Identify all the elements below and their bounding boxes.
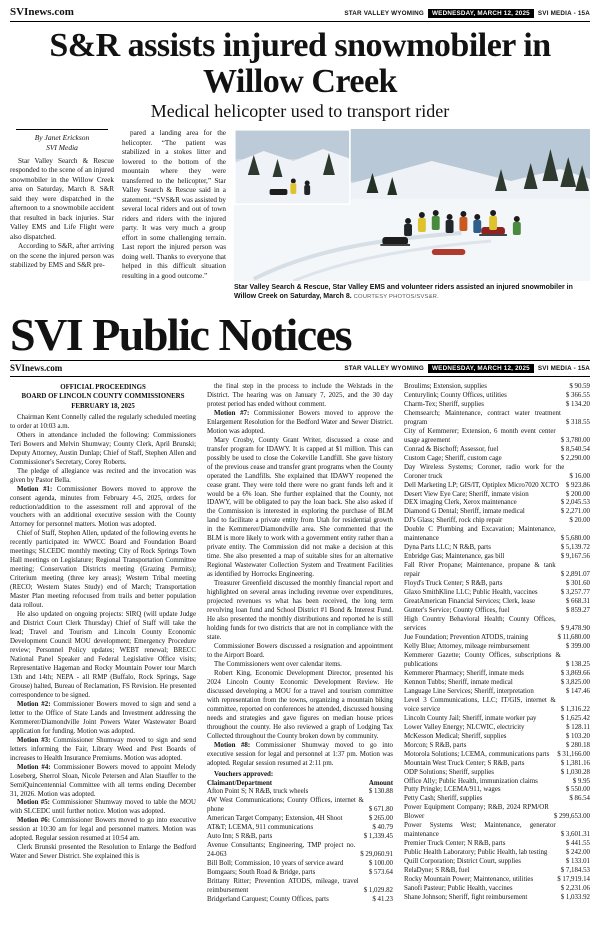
voucher-amount: $ 16.00 (569, 472, 590, 480)
voucher-amount: $ 3,601.31 (560, 831, 590, 839)
voucher-amount: $ 40.79 (372, 824, 393, 832)
voucher-row (404, 724, 590, 733)
voucher-row (404, 392, 590, 401)
voucher-claimant: GreatAmerican Financial Services; Clerk, lease (404, 598, 536, 606)
voucher-claimant: Office Ally; Public Health, immunization claims (404, 777, 538, 785)
notices-dateline (344, 364, 590, 373)
voucher-amount: $ 5,139.72 (560, 544, 590, 552)
voucher-amount: $ 299,653.00 (553, 813, 590, 821)
voucher-row (404, 733, 590, 742)
notice-paragraph (10, 799, 196, 817)
notice-text: Commissioner Shumway moved to go into executive session for legal and personnel at 1:37 pm. Motion was adopted. Regular session resumed at 2:11 pm. (207, 741, 394, 767)
voucher-row (404, 401, 590, 410)
voucher-row (404, 383, 590, 392)
voucher-amount: $ 1,033.92 (560, 894, 590, 902)
voucher-amount: $ 859.27 (565, 607, 590, 615)
notice-paragraph (10, 414, 196, 432)
voucher-row (207, 896, 393, 905)
notices-header-sub: BOARD OF LINCOLN COUNTY COMMISSIONERS (21, 393, 185, 401)
voucher-row (404, 607, 590, 616)
voucher-amount: $ 265.00 (368, 815, 393, 823)
motion-label: Motion #2: (17, 700, 51, 708)
voucher-claimant: Gunter's Service; County Offices, fuel (404, 607, 510, 615)
motion-label: Motion #6: (17, 817, 50, 825)
notice-text: Clerk Brunski presented the Resolution to Enlarge the Bedford Water and Sewer District. She explained this is (10, 844, 196, 861)
voucher-claimant: Custom Cage; Sheriff, custom cage (404, 454, 502, 462)
voucher-amount: $ 20.00 (569, 517, 590, 525)
voucher-claimant: 4W West Communications; County Offices, internet & phone (207, 797, 364, 814)
voucher-amount: $ 5,680.00 (560, 535, 590, 543)
notice-text: Commissioner Shumway moved to sign and send letters informing the Fair, Library Weed and Pest Boards of increases to Health Insurance Premiums. Motion was adopted. (10, 736, 197, 762)
voucher-row (404, 840, 590, 849)
voucher-claimant: Broulims; Extension, supplies (404, 382, 487, 390)
notice-paragraph (207, 580, 393, 643)
voucher-row (404, 598, 590, 607)
voucher-row (207, 869, 393, 878)
notices-column-1 (10, 383, 196, 927)
voucher-claimant: Putty Pringle; LCEMA/911, wages (404, 786, 501, 794)
voucher-amount: $ 147.46 (565, 687, 590, 695)
vouchers-label: Vouchers approved: (214, 770, 274, 778)
voucher-claimant: McKesson Medical; Sheriff, supplies (404, 732, 507, 740)
voucher-row (404, 894, 590, 903)
notice-paragraph (207, 661, 393, 670)
article-body (10, 129, 590, 302)
voucher-amount: $ 41.23 (372, 896, 393, 904)
notices-header-title: OFFICIAL PROCEEDINGS (60, 383, 146, 391)
voucher-row (404, 544, 590, 553)
voucher-claimant: Morcon; S R&B, parts (404, 741, 467, 749)
notice-text: He also updated on ongoing projects: SIRQ (will update Judge and District Court Clerk Thursday) Chief of Staff will take the lead; Travel and Tourism and Lincoln County Economic Development Council MOU development; Emergency Procedure review; Personnel Policy updates; WEBT renewal; BRECC National Panel Speaker and Federal Legislative Office visits; Representative Hageman and Rocky Mountain Power tour March 13th and 14th; NEPA - all RMP (Buffalo, Rock Springs, Sage Grouse) halted, Bureau of Reclamation, FS Revision. He presented correspondence to be signed. (10, 611, 196, 699)
voucher-row (404, 616, 590, 634)
dateline-location: STAR VALLEY WYOMING (344, 10, 425, 17)
notice-paragraph (10, 468, 196, 486)
notices-column-3 (404, 383, 590, 927)
photo-caption (234, 284, 590, 302)
notice-paragraph (10, 737, 196, 764)
voucher-amount: $ 399.00 (565, 642, 590, 650)
voucher-row (404, 778, 590, 787)
byline-author: By Janet Erickson (34, 133, 90, 143)
voucher-amount: $ 3,257.77 (560, 589, 590, 597)
voucher-amount: $ 86.54 (569, 795, 590, 803)
notice-text: the final step in the process to include the Welstads in the District. The hearing was on January 7, 2025, and the 30 day protest period has ended without comment. (207, 382, 393, 408)
voucher-claimant: Conrad & Bischoff; Assessor, fuel (404, 445, 499, 453)
voucher-row (404, 464, 590, 482)
article-headline: S&R assists injured snowmobiler in Willow Creek (49, 27, 551, 100)
voucher-claimant: Charm-Tex; Sheriff, supplies (404, 400, 484, 408)
notice-text: Commissioner Bowers moved to sign and send a letter to the Office of State Lands and Investment addressing the Kemmerer/Diamondville Joint Powers Water Wastewater Board application for funding. Motion was adopted. (10, 700, 196, 735)
vouchers-header-amount: Amount (368, 779, 393, 787)
byline-org: SVI Media (46, 143, 78, 153)
voucher-amount: $ 11,680.00 (557, 634, 590, 641)
photo-caption-text: Star Valley Search & Rescue, Star Valley EMS and volunteer riders assisted an injured snowmobiler in Willow Creek on Saturday, March 8. (234, 284, 573, 301)
voucher-claimant: Jue Foundation; Prevention ATODS, training (404, 634, 529, 641)
voucher-claimant: Lincoln County Jail; Sheriff, inmate worker pay (404, 714, 537, 722)
voucher-amount: $ 3,869.66 (560, 669, 590, 677)
notices-dateline-edition: SVI MEDIA - 15A (537, 364, 590, 372)
notices-dateline-location: STAR VALLEY WYOMING (344, 364, 425, 372)
voucher-row (207, 824, 393, 833)
voucher-claimant: Day Wireless Systems; Coroner, radio work for the Coroner truck (404, 463, 565, 480)
voucher-amount: $ 2,290.00 (560, 454, 590, 462)
photo-column (234, 129, 590, 302)
voucher-amount: $ 133.01 (565, 858, 590, 866)
voucher-row (404, 491, 590, 500)
article-text-col1 (10, 157, 114, 271)
notice-text: The pledge of allegiance was recited and the invocation was given by Pastor Bella. (10, 467, 196, 484)
article-column-1 (10, 129, 114, 302)
voucher-row (404, 804, 590, 822)
voucher-row (404, 760, 590, 769)
voucher-row (404, 876, 590, 885)
notice-paragraph (207, 742, 393, 769)
notices-header-date: FEBRUARY 18, 2025 (71, 402, 135, 410)
voucher-row (404, 455, 590, 464)
voucher-amount: $ 1,625.42 (560, 714, 590, 722)
notice-paragraph (10, 432, 196, 468)
notice-paragraph (207, 383, 393, 410)
voucher-amount: $ 573.64 (368, 869, 393, 877)
notice-text: Commissioner Bowers moved to approve the Enlargement Resolution for the Bedford Water and Sewer District. Motion was adopted. (207, 409, 393, 435)
voucher-amount: $ 2,231.06 (560, 885, 590, 893)
voucher-row (404, 670, 590, 679)
voucher-amount: $ 200.00 (565, 490, 590, 498)
voucher-row (404, 553, 590, 562)
voucher-amount: $ 301.60 (565, 580, 590, 588)
notice-paragraph (10, 817, 196, 844)
notice-text: The Commissioners went over calendar items. (214, 660, 342, 668)
notices-text-col1 (10, 414, 196, 862)
voucher-claimant: High Country Behavioral Health; County Offices, services (404, 616, 556, 633)
voucher-amount: $ 923.86 (565, 481, 590, 489)
voucher-claimant: DJ's Glass; Sheriff, rock chip repair (404, 517, 503, 525)
voucher-row (404, 688, 590, 697)
vouchers-header (207, 780, 393, 789)
notice-text: Chairman Kent Connelly called the regularly scheduled meeting to order at 10:03 a.m. (10, 413, 196, 430)
voucher-claimant: Language Line Services; Sheriff, interpretation (404, 687, 534, 695)
voucher-claimant: Power Systems West; Maintenance, generator maintenance (404, 822, 556, 839)
voucher-amount: $ 134.20 (565, 400, 590, 408)
voucher-amount: $ 17,919.14 (557, 876, 590, 884)
notice-text: Commissioner Bowers moved to approve the consent agenda, minutes from February 4-5, 2025, orders for reduction/addition to the assessment roll and approval of the vouchers with an additional executive session with the County Attorney for personnel matters. Motion was adopted. (10, 485, 196, 529)
voucher-row (404, 822, 590, 840)
voucher-claimant: Level 3 Communications, LLC; IT/GIS, internet & voice service (404, 696, 556, 713)
voucher-amount: $ 9,478.90 (560, 625, 590, 633)
dateline-edition: SVI MEDIA - 15A (537, 10, 590, 17)
voucher-claimant: Chemsearch; Maintenance, contract water treatment program (404, 409, 561, 426)
notices-title: SVI Public Notices (10, 308, 351, 360)
voucher-amount: $ 280.18 (565, 741, 590, 749)
voucher-amount: $ 366.55 (565, 391, 590, 399)
voucher-row (404, 446, 590, 455)
voucher-row (404, 715, 590, 724)
voucher-claimant: Brittany Ritter; Prevention ATODS, mileage, travel reimbursement (207, 878, 359, 895)
notice-text: Commissioner Bowers discussed a resignation and appointment to the Airport Board. (207, 642, 393, 659)
masthead (10, 6, 590, 22)
voucher-claimant: Auto Inn; S R&B, parts (207, 833, 273, 841)
voucher-amount: $ 7,184.53 (560, 867, 590, 875)
voucher-amount: $ 2,271.00 (560, 508, 590, 516)
notice-paragraph (10, 764, 196, 800)
voucher-row (404, 526, 590, 544)
voucher-amount: $ 100.00 (368, 860, 393, 868)
article-text-col2 (122, 129, 226, 302)
voucher-claimant: Quill Corporation; District Court, supplies (404, 858, 521, 866)
voucher-claimant: Petty Cash; Sheriff, supplies (404, 795, 483, 803)
voucher-claimant: Kelly Blue; Attorney, mileage reimbursement (404, 642, 530, 650)
voucher-row (207, 842, 393, 860)
dateline-date: WEDNESDAY, MARCH 12, 2025 (428, 9, 534, 18)
voucher-row (404, 751, 590, 760)
article-paragraph: According to S&R, after arriving on the scene the injured person was stabilized by EMS and S&R pre- (10, 242, 114, 270)
voucher-claimant: Diamond G Dental; Sheriff, inmate medical (404, 508, 525, 516)
voucher-row (404, 858, 590, 867)
voucher-row (207, 788, 393, 797)
voucher-claimant: American Target Company; Extension, 4H Shoot (207, 815, 343, 823)
voucher-claimant: AT&T; LCEMA, 911 communications (207, 824, 314, 832)
voucher-row (404, 795, 590, 804)
notice-text: Others in attendance included the following: Commissioners Teri Bowers and Melvin Shumway; County Clerk, April Brunski; Deputy Attorney, Austin Dunlap; Chief of Staff, Stephen Allen and Commissioner's Secretary, Corey Roberts. (10, 431, 196, 466)
voucher-amount: $ 138.25 (565, 660, 590, 668)
voucher-claimant: Floyd's Truck Center; S R&B, parts (404, 580, 503, 588)
notice-paragraph (10, 611, 196, 701)
motion-label: Motion #7: (214, 409, 250, 417)
voucher-claimant: Kemmerer Gazette; County Offices, subscriptions & publications (404, 651, 561, 668)
article-paragraph: pared a landing area for the helicopter. “The patient was stabilized in a stokes litter and lowered to the bottom of the mountain where they were transferred to the helicopter,” Star Valley Search & Rescue said in a statement. “SVS&R was assisted by several local riders and out of town riders and riders with the injured party. It was very much a group effort in some challenging terrain. Last report the injured person was doing well. Thanks to everyone that helped in this difficult situation resulting in a good outcome.” (122, 129, 227, 280)
voucher-claimant: Sanofi Pasteur; Public Health, vaccines (404, 885, 513, 893)
notice-text: Robert King, Economic Development Director, presented his 2024 Lincoln County Economic Development Review. He discussed developing a MOU for a travel and tourism committee with representation from the towns, organizing a mountain biking committee, reported on conferences he attended, discussed housing needs and strategies and gave figures on median house prices throughout the county. He also reviewed a graph of Lodging Tax Collected throughout the County broken down by community. (207, 669, 393, 740)
voucher-amount: $ 9,167.56 (560, 553, 590, 561)
voucher-row (404, 580, 590, 589)
voucher-row (404, 786, 590, 795)
voucher-amount: $ 441.55 (565, 840, 590, 848)
voucher-row (207, 878, 393, 896)
site-name: SVInews.com (10, 6, 74, 18)
voucher-amount: $ 318.55 (565, 418, 590, 426)
notices-site-name: SVInews.com (10, 362, 63, 373)
voucher-claimant: Glaxo SmithKline LLC; Public Health, vaccines (404, 589, 538, 597)
voucher-row (404, 742, 590, 751)
notice-paragraph (10, 701, 196, 737)
dateline (344, 9, 590, 18)
voucher-row (404, 679, 590, 688)
motion-label: Motion #3: (17, 736, 51, 744)
voucher-amount: $ 90.59 (569, 382, 590, 390)
byline (16, 129, 108, 153)
voucher-claimant: Rocky Mountain Power; Maintenance, utilities (404, 876, 534, 884)
vouchers-header-name: Claimant/Department (207, 779, 273, 787)
voucher-row (404, 643, 590, 652)
voucher-claimant: Desert View Eye Care; Sheriff, inmate vision (404, 490, 529, 498)
notice-paragraph (207, 437, 393, 581)
voucher-row (207, 815, 393, 824)
voucher-amount: $ 130.88 (368, 788, 393, 796)
notices-columns (10, 383, 590, 927)
voucher-row (404, 652, 590, 670)
voucher-claimant: Enbridge Gas; Maintenance, gas bill (404, 553, 505, 561)
voucher-amount: $ 103.20 (565, 732, 590, 740)
notices-column-2 (207, 383, 393, 927)
motion-label: Motion #8: (214, 741, 251, 749)
voucher-claimant: Shane Johnson; Sheriff, fight reimbursement (404, 894, 528, 902)
notice-text: Commissioner Bowers moved to appoint Melody Loseberg, Sherrol Sloan, Nicole Petersen and Alan Stauffer to the SemiQuincentennial Committee with all terms ending December 31, 2026. Motion was adopted. (10, 763, 196, 798)
voucher-claimant: Centurylink; County Offices, utilities (404, 391, 507, 399)
voucher-amount: $ 2,891.07 (560, 571, 590, 579)
notice-text: Treasurer Greenfield discussed the monthly financial report and highlighted on several areas including revenue over expenditures, projected revenues vs what has been received, the long term revolving loan fund and School District #1 Bond & Interest Fund. He also presented the monthly distributions and reported he is still holding funds for two districts that are not in compliance with the state. (207, 580, 393, 641)
voucher-claimant: Power Equipment Company; R&B, 2024 RPM/OR Blower (404, 804, 549, 821)
voucher-amount: $ 1,030.28 (560, 768, 590, 776)
voucher-row (404, 508, 590, 517)
motion-label: Motion #5: (17, 799, 50, 807)
voucher-claimant: Dyna Parts LLC; N R&B, parts (404, 544, 491, 552)
voucher-row (404, 697, 590, 715)
notice-paragraph (207, 670, 393, 742)
article-paragraph: Star Valley Search & Rescue responded to the scene of an injured snowmobiler in the Willow Creek area on Saturday, March 8. S&R said they were dispatched in the afternoon to a snowmobile accident that resulted in back injuries. Star Valley EMS and Life Flight were also dispatched. (10, 156, 114, 241)
voucher-row (404, 482, 590, 491)
voucher-claimant: Premier Truck Center; N R&B, parts (404, 840, 506, 848)
voucher-amount: $ 8,540.54 (560, 445, 590, 453)
voucher-amount: $ 128.11 (566, 723, 590, 731)
voucher-amount: $ 550.00 (565, 786, 590, 794)
notices-dateline-date: WEDNESDAY, MARCH 12, 2025 (428, 364, 534, 373)
voucher-row (207, 860, 393, 869)
voucher-amount: $ 3,825.00 (560, 678, 590, 686)
voucher-row (404, 867, 590, 876)
vouchers-list-col2 (207, 788, 393, 905)
voucher-claimant: Bomgaars; South Road & Bridge, parts (207, 869, 316, 877)
notice-text: Commissioner Bowers moved to go into executive session at 10:30 am for legal and personnel matters. Motion was adopted. Regular session resumed at 10:54 am. (10, 817, 196, 843)
voucher-row (404, 517, 590, 526)
voucher-amount: $ 1,316.22 (560, 705, 590, 713)
voucher-claimant: Afton Point S; N R&B, truck wheels (207, 788, 309, 796)
voucher-claimant: Public Health Laboratory; Public Health, lab testing (404, 849, 548, 857)
voucher-claimant: Fall River Propane; Maintenance, propane & tank repair (404, 562, 556, 579)
notice-paragraph (207, 410, 393, 437)
voucher-row (404, 428, 590, 446)
voucher-row (404, 769, 590, 778)
voucher-claimant: Lower Valley Energy; NLCWIC, electricity (404, 723, 525, 731)
motion-label: Motion #1: (17, 485, 53, 493)
voucher-claimant: Bill Boll; Commission, 10 years of service award (207, 860, 344, 868)
voucher-claimant: Avenue Consultants; Engineering, TMP project no. 24-063 (207, 842, 356, 859)
voucher-row (404, 499, 590, 508)
voucher-amount: $ 2,045.53 (560, 499, 590, 507)
voucher-row (404, 410, 590, 428)
notice-paragraph (207, 643, 393, 661)
notice-paragraph (10, 844, 196, 862)
voucher-row (404, 589, 590, 598)
voucher-row (404, 634, 590, 643)
voucher-claimant: Kennon Tubbs; Sheriff, inmate medical (404, 678, 513, 686)
voucher-amount: $ 29,060.91 (360, 851, 393, 859)
notice-text: Chief of Staff, Stephen Allen, updated of the following events he recently participated in: WWCC Board and Foundation Board meetings; SLCEDC monthly meeting; City of Rock Springs Town Hall meetings on Legislature; Regional Transportation Committee meeting; Conservation Districts meeting (Grazing Permits); Criterium meeting (three key areas); Western Tribal meeting (RECO; Western States Study) end of March; Transportation Master Plan meeting refocused from trails and better population data rollout. (10, 530, 196, 610)
motion-label: Motion #4: (17, 763, 51, 771)
voucher-amount: $ 31,166.00 (557, 750, 590, 758)
notices-text-col2 (207, 383, 393, 769)
voucher-claimant: Motorola Solutions; LCEMA, communications parts (404, 750, 550, 758)
voucher-amount: $ 242.00 (565, 849, 590, 857)
voucher-row (207, 833, 393, 842)
photo-caption-credit: COURTESY PHOTOS/SVS&R. (353, 294, 439, 301)
voucher-amount: $ 1,029.82 (363, 887, 393, 895)
voucher-amount: $ 9.95 (572, 777, 590, 785)
voucher-claimant: DEX imaging Clerk, Xerox maintenance (404, 499, 517, 507)
voucher-amount: $ 671.80 (368, 806, 393, 814)
voucher-row (404, 849, 590, 858)
voucher-row (404, 885, 590, 894)
voucher-claimant: RelaDyne; S R&B, fuel (404, 867, 470, 875)
voucher-row (207, 797, 393, 815)
notices-header (10, 383, 196, 411)
voucher-claimant: City of Kemmerer; Extension, 6 month event center usage agreement (404, 427, 556, 444)
voucher-amount: $ 1,339.45 (363, 833, 393, 841)
voucher-claimant: Dell Marketing LP; GIS/IT, Optiplex Micro7020 XCTO (404, 481, 559, 489)
voucher-claimant: Kemmerer Pharmacy; Sheriff, inmate meds (404, 669, 524, 677)
article-subhead: Medical helicopter used to transport rider (150, 101, 450, 122)
notice-paragraph (10, 486, 196, 531)
vouchers-list-col3 (404, 383, 590, 903)
voucher-amount: $ 1,381.16 (560, 759, 590, 767)
notice-text: Commissioner Shumway moved to table the MOU with SLCEDC until further notice. Motion was adopted. (10, 799, 196, 816)
voucher-claimant: Mountain West Truck Center; S R&B, parts (404, 759, 525, 767)
notice-paragraph (10, 530, 196, 611)
notice-text: Mary Crosby, County Grant Writer, discussed a cease and transfer program for IDAWY. It is capped at $1 million. This can possibly be used to close the Cokeville Landfill. She gave history of the previous cease and transfer grant programs when the County operated the Landfills. She explained that IDAWY reopened the cease grant. They were told there were no grant funds left and it would be a 6% loan. She further explained that the County, not IDAWY, will be obligated to pay the loan back. She also asked if the Commission is interested in exploring the purchase of BLM land to facilitate a private entity from Utah for residential growth in the Kemmerer/Diamondville area. She commented that the BLM is more likely to work with a government entity rather than a private entity. The Commission did not make a decision at this time. She also presented a map of suitable sites for an alternative Regional Wastewater Collection System and Treatment Facilities as identified by Horrocks Engineering. (207, 436, 393, 579)
rescue-photo (234, 129, 590, 281)
voucher-claimant: ODP Solutions; Sheriff, supplies (404, 768, 494, 776)
voucher-claimant: Double C Plumbing and Excavation; Maintenance, maintenance (404, 526, 556, 543)
voucher-row (404, 562, 590, 580)
voucher-amount: $ 3,780.00 (560, 436, 590, 444)
notices-masthead (10, 360, 590, 377)
voucher-claimant: Bridgerland Carquest; County Offices, parts (207, 896, 329, 904)
voucher-amount: $ 668.31 (565, 598, 590, 606)
